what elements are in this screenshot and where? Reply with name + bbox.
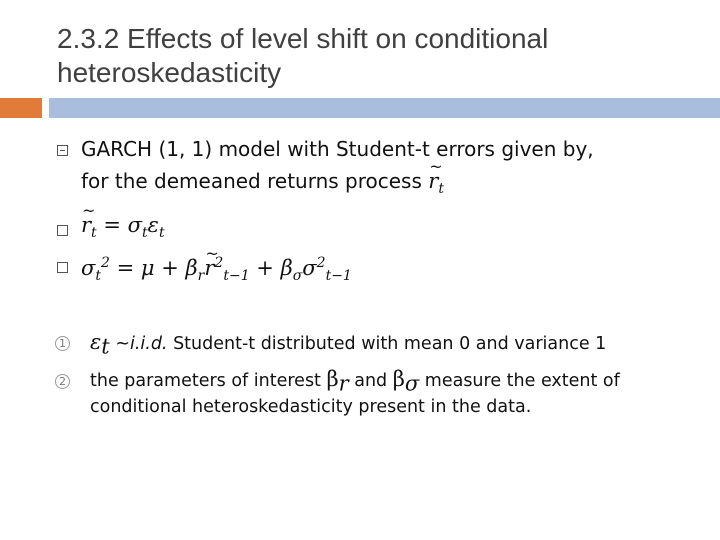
equation-returns: ~ $r_t = \sigma_t\varepsilon_t$ [81,212,165,246]
bullet-1-line-2 [81,168,444,202]
note-marker-2: 2 [55,374,70,389]
bullet-square-icon [57,262,68,273]
slide-title [57,22,697,90]
returns-symbol: ~ $r_t$ [428,169,444,193]
note-1: $\varepsilon_t$ ~i.i.d. Student-t distributed with mean 0 and variance 1 [90,330,607,359]
note-marker-1: 1 [55,336,70,351]
bullet-1-text: for the demeaned returns process [81,169,422,193]
equation-garch: $\sigma_t^2 = \mu$ + $\beta_r\sim$ $r^2_{t-1} + \beta_\sigma\sigma^2_{t-1}$ [81,250,352,289]
title-line-2: heteroskedasticity [57,57,282,88]
title-line-1: 2.3.2 Effects of level shift on conditional [57,23,549,54]
note-2-line-2: conditional heteroskedasticity present in the data. [90,397,532,417]
note-2-line-1: the parameters of interest $\beta_r$ and $\beta_\sigma$ measure the extent of [90,367,620,396]
accent-bar-orange [0,98,42,118]
bullet-1-line-1: GARCH (1, 1) model with Student-t errors given by, [81,137,594,161]
accent-bar-blue [49,98,720,118]
bullet-square-icon [57,225,68,236]
bullet-square-icon [57,145,68,156]
